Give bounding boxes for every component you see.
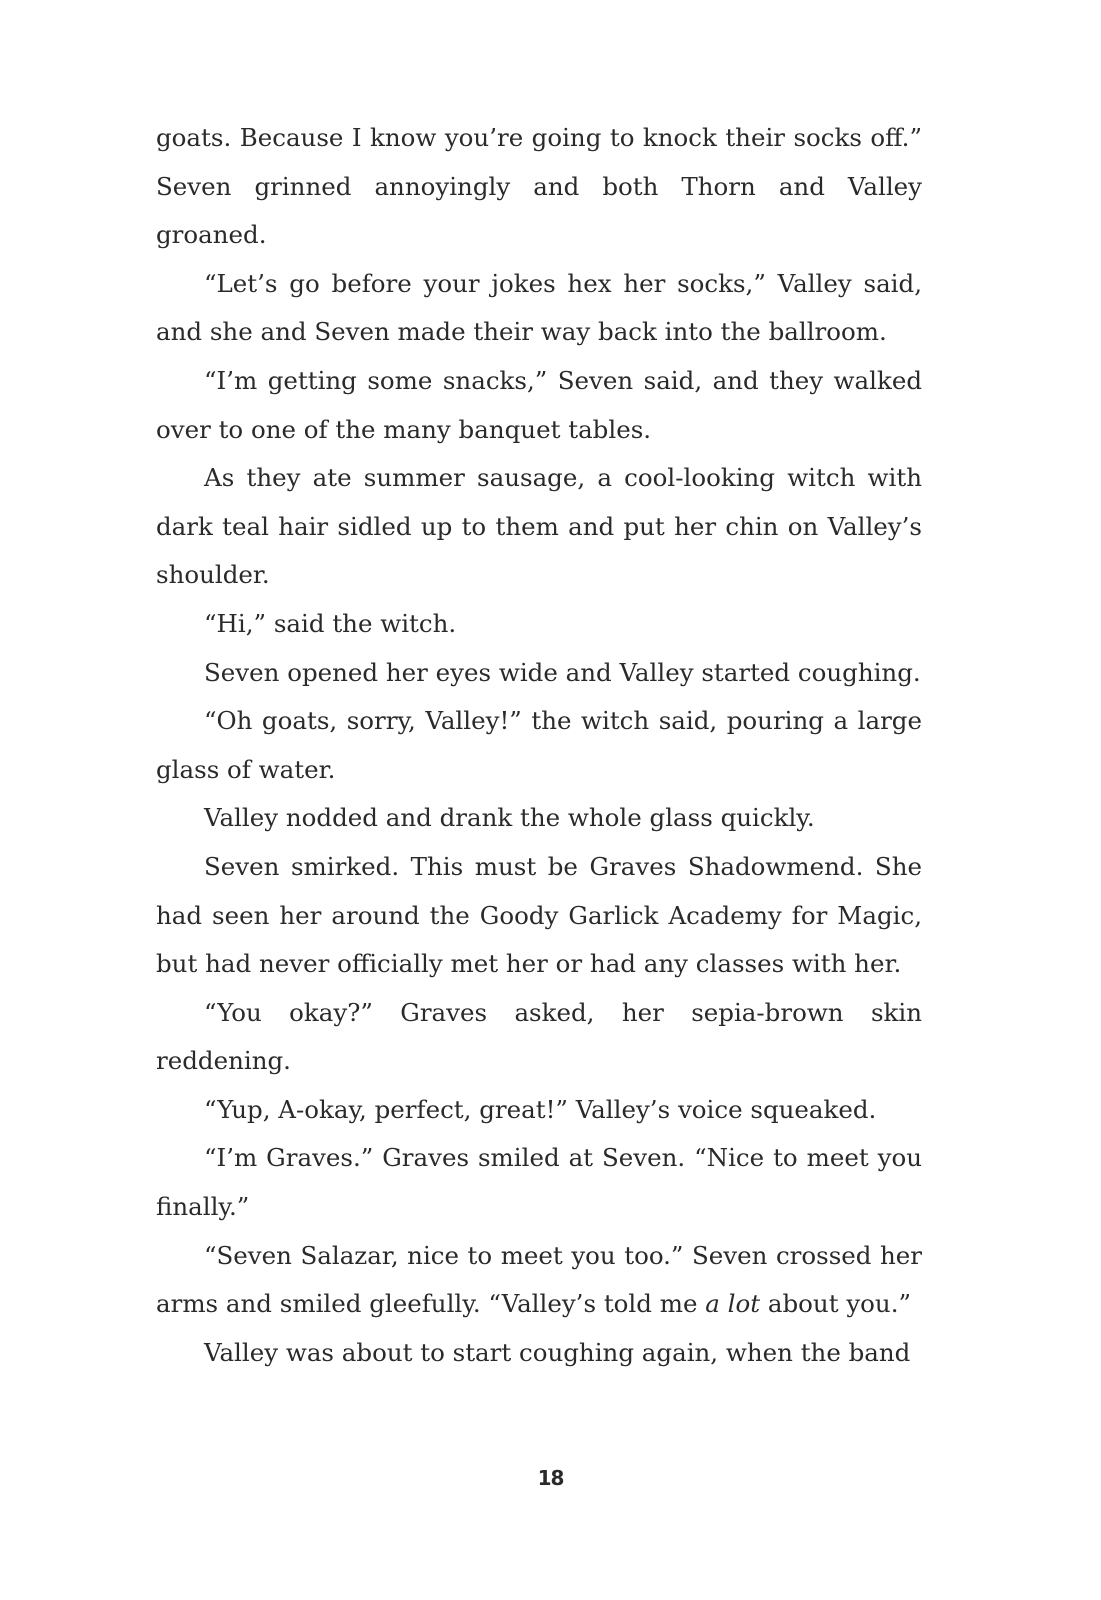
- paragraph: Valley nodded and drank the whole glass quickly.: [204, 803, 815, 833]
- paragraph: Valley was about to start coughing again, when the band: [204, 1337, 911, 1367]
- page-number: 18: [537, 1466, 564, 1490]
- paragraph: “Let’s go before your jokes hex her socks,” Valley said, and she and Seven made their way back into the ballroom.: [156, 268, 922, 347]
- paragraph: “You okay?” Graves asked, her sepia-brown skin reddening.: [156, 997, 922, 1076]
- paragraph: “Yup, A-okay, perfect, great!” Valley’s voice squeaked.: [204, 1094, 877, 1124]
- paragraph: goats. Because I know you’re going to knock their socks off.” Seven grinned annoyingly and both Thorn and Valley groaned.: [156, 123, 922, 250]
- paragraph-text: about you.”: [760, 1289, 912, 1319]
- paragraph-text: “Seven Salazar, nice to meet you too.” Seven crossed her arms and smiled gleefully. “Valley’s told me: [156, 1240, 922, 1319]
- paragraph: “Oh goats, sorry, Valley!” the witch said, pouring a large glass of water.: [156, 706, 922, 784]
- paragraph: “I’m getting some snacks,” Seven said, and they walked over to one of the many banquet tables.: [156, 365, 922, 444]
- body-text: [156, 114, 922, 1377]
- paragraph: Seven smirked. This must be Graves Shadowmend. She had seen her around the Goody Garlick Academy for Magic, but had never officially met her or had any classes with her.: [156, 851, 922, 979]
- paragraph: “I’m Graves.” Graves smiled at Seven. “Nice to meet you finally.”: [156, 1143, 922, 1222]
- paragraph: Seven opened her eyes wide and Valley started coughing.: [204, 657, 921, 687]
- paragraph: As they ate summer sausage, a cool-looking witch with dark teal hair sidled up to them and put her chin on Valley’s shoulder.: [156, 463, 922, 590]
- paragraph: [156, 1232, 922, 1329]
- paragraph: “Hi,” said the witch.: [204, 608, 457, 638]
- emphasis-text: a lot: [705, 1289, 761, 1319]
